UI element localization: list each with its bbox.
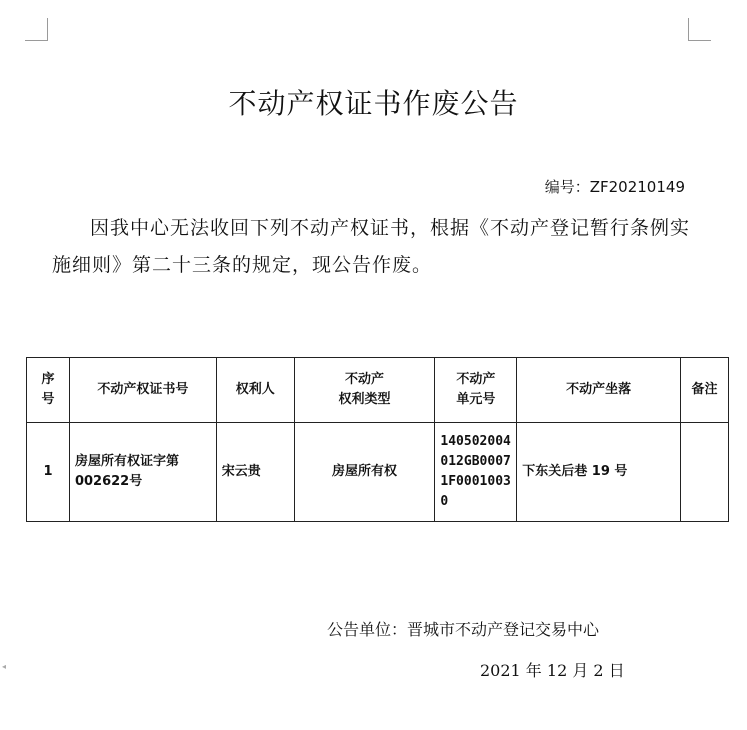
- header-unit-no: [435, 358, 517, 423]
- header-right-type-line2: 权利类型: [338, 392, 391, 407]
- cell-right-type: 房屋所有权: [294, 423, 435, 522]
- header-right-type: [294, 358, 435, 423]
- table-header-row: [27, 358, 729, 423]
- header-location: 不动产坐落: [517, 358, 681, 423]
- cell-owner: 宋云贵: [216, 423, 294, 522]
- announcement-date: 2021 年 12 月 2 日: [480, 661, 625, 680]
- certificate-table: [26, 357, 729, 522]
- cell-cert-no: 房屋所有权证字第002622号: [69, 423, 216, 522]
- header-seq: [27, 358, 70, 423]
- header-seq-line1: 序: [41, 372, 55, 387]
- cell-location: 下东关后巷 19 号: [517, 423, 681, 522]
- announcement-paragraph: 因我中心无法收回下列不动产权证书，根据《不动产登记暂行条例实施细则》第二十三条的规定，现公告作废。: [52, 217, 691, 276]
- page-corner-mark-top-left: [25, 18, 48, 41]
- cell-remark: [681, 423, 729, 522]
- header-remark: 备注: [681, 358, 729, 423]
- header-right-type-line1: 不动产: [345, 372, 385, 387]
- page-corner-mark-top-right: [688, 18, 711, 41]
- header-cert-no: 不动产权证书号: [69, 358, 216, 423]
- document-title: 不动产权证书作废公告: [228, 87, 519, 120]
- header-unit-no-line1: 不动产: [456, 372, 496, 387]
- issuing-unit: 公告单位：晋城市不动产登记交易中心: [327, 620, 600, 639]
- cell-unit-no: 140502004012GB00071F00010030: [435, 423, 517, 522]
- edge-marker-icon: ◂: [2, 662, 7, 671]
- header-owner: 权利人: [216, 358, 294, 423]
- header-seq-line2: 号: [41, 392, 55, 407]
- header-unit-no-line2: 单元号: [456, 392, 496, 407]
- document-number: 编号：ZF20210149: [544, 178, 685, 196]
- cell-seq: 1: [27, 423, 70, 522]
- table-row: [27, 423, 729, 522]
